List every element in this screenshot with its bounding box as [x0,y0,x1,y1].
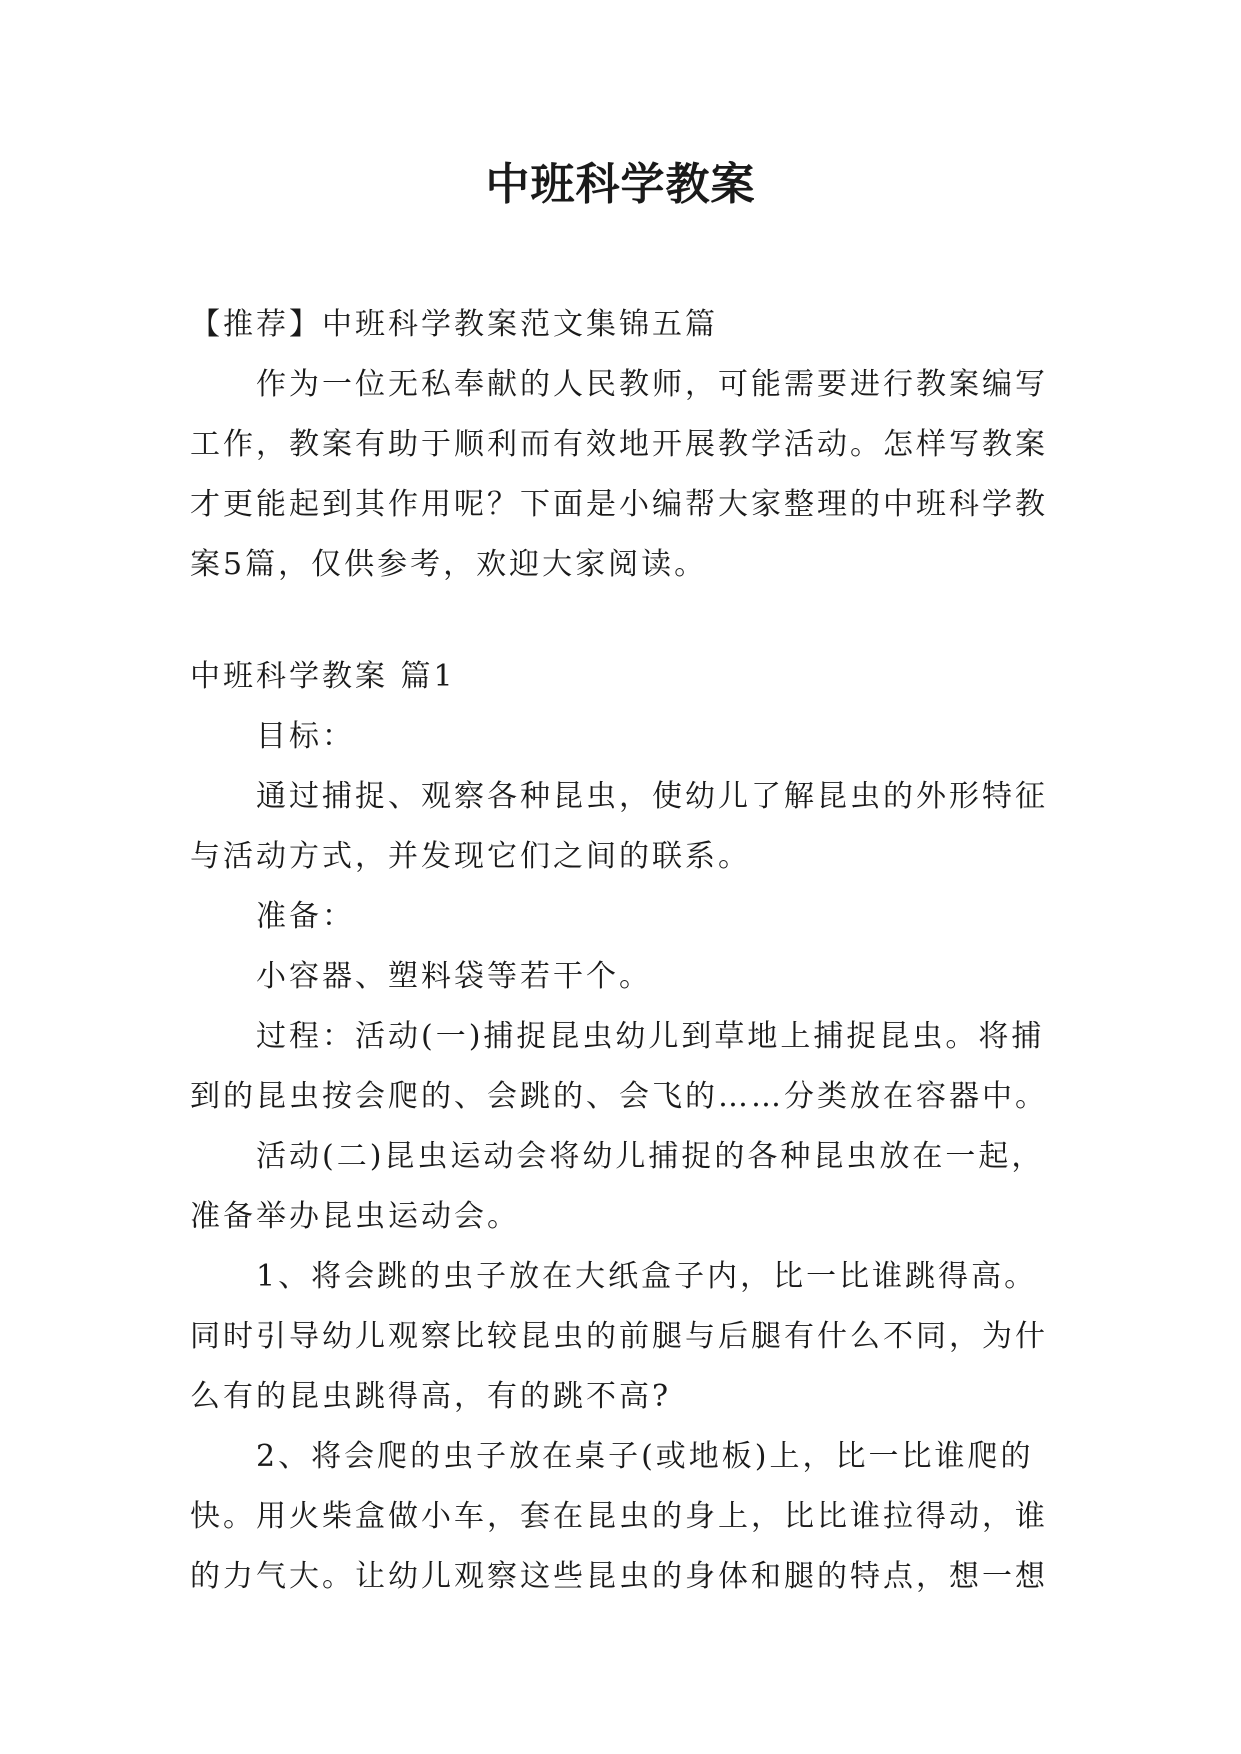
process-paragraph: 过程：活动(一)捕捉昆虫幼儿到草地上捕捉昆虫。将捕到的昆虫按会爬的、会跳的、会飞的……分类放在容器中。 [190,1019,1048,1114]
intro-paragraph: 作为一位无私奉献的人民教师，可能需要进行教案编写工作，教案有助于顺利而有效地开展教学活动。怎样写教案才更能起到其作用呢？下面是小编帮大家整理的中班科学教案5篇，仅供参考，欢迎大家阅读。 [190,367,1048,582]
preparation-text: 小容器、塑料袋等若干个。 [256,959,652,994]
recommend-heading: 【推荐】中班科学教案范文集锦五篇 [190,307,718,342]
goal-label: 目标： [256,719,355,754]
step-two-paragraph: 2、将会爬的虫子放在桌子(或地板)上，比一比谁爬的快。用火柴盒做小车，套在昆虫的身上，比比谁拉得动，谁的力气大。让幼儿观察这些昆虫的身体和腿的特点，想一想 [190,1439,1048,1594]
section-heading: 中班科学教案 篇1 [190,659,456,694]
step-one-paragraph: 1、将会跳的虫子放在大纸盒子内，比一比谁跳得高。同时引导幼儿观察比较昆虫的前腿与后腿有什么不同，为什么有的昆虫跳得高，有的跳不高? [190,1259,1048,1414]
document-body [190,295,1050,1607]
activity-two-paragraph: 活动(二)昆虫运动会将幼儿捕捉的各种昆虫放在一起，准备举办昆虫运动会。 [190,1139,1045,1234]
document-title: 中班科学教案 [485,159,756,210]
preparation-label: 准备： [256,899,355,934]
goal-text: 通过捕捉、观察各种昆虫，使幼儿了解昆虫的外形特征与活动方式，并发现它们之间的联系。 [190,779,1048,874]
